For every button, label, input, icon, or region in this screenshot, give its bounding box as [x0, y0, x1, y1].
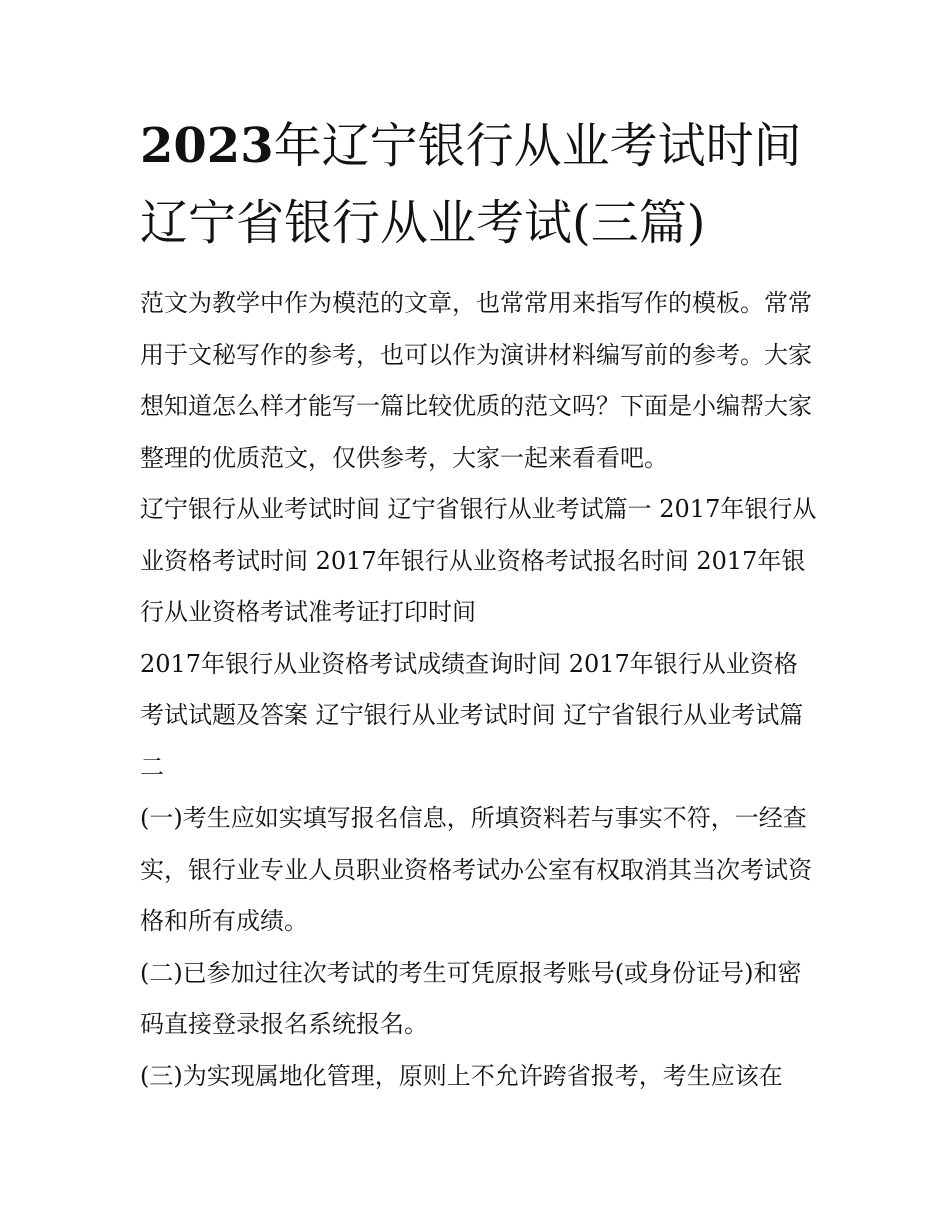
- paragraph-1: 辽宁银行从业考试时间 辽宁省银行从业考试篇一 2017年银行从业资格考试时间 2017年银行从业资格考试报名时间 2017年银行从业资格考试准考证打印时间: [140, 495, 817, 626]
- paragraph-4: (二)已参加过往次考试的考生可凭原报考账号(或身份证号)和密码直接登录报名系统报名。: [140, 958, 802, 1038]
- document-body: [140, 278, 820, 1102]
- paragraph-5: (三)为实现属地化管理，原则上不允许跨省报考，考生应该在: [140, 1061, 783, 1090]
- paragraph-2: 2017年银行从业资格考试成绩查询时间 2017年银行从业资格考试试题及答案 辽宁银行从业考试时间 辽宁省银行从业考试篇二: [140, 649, 804, 781]
- document-title: [140, 108, 820, 262]
- paragraph-3: (一)考生应如实填写报名信息，所填资料若与事实不符，一经查实，银行业专业人员职业资格考试办公室有权取消其当次考试资格和所有成绩。: [140, 804, 812, 935]
- title-text: 年辽宁银行从业考试时间辽宁省银行从业考试(三篇): [140, 118, 802, 251]
- title-year: 2023: [140, 118, 274, 174]
- paragraph-intro: 范文为教学中作为模范的文章，也常常用来指写作的模板。常常用于文秘写作的参考，也可以作为演讲材料编写前的参考。大家想知道怎么样才能写一篇比较优质的范文吗？下面是小编帮大家整理的优质范文，仅供参考，大家一起来看看吧。: [140, 289, 812, 472]
